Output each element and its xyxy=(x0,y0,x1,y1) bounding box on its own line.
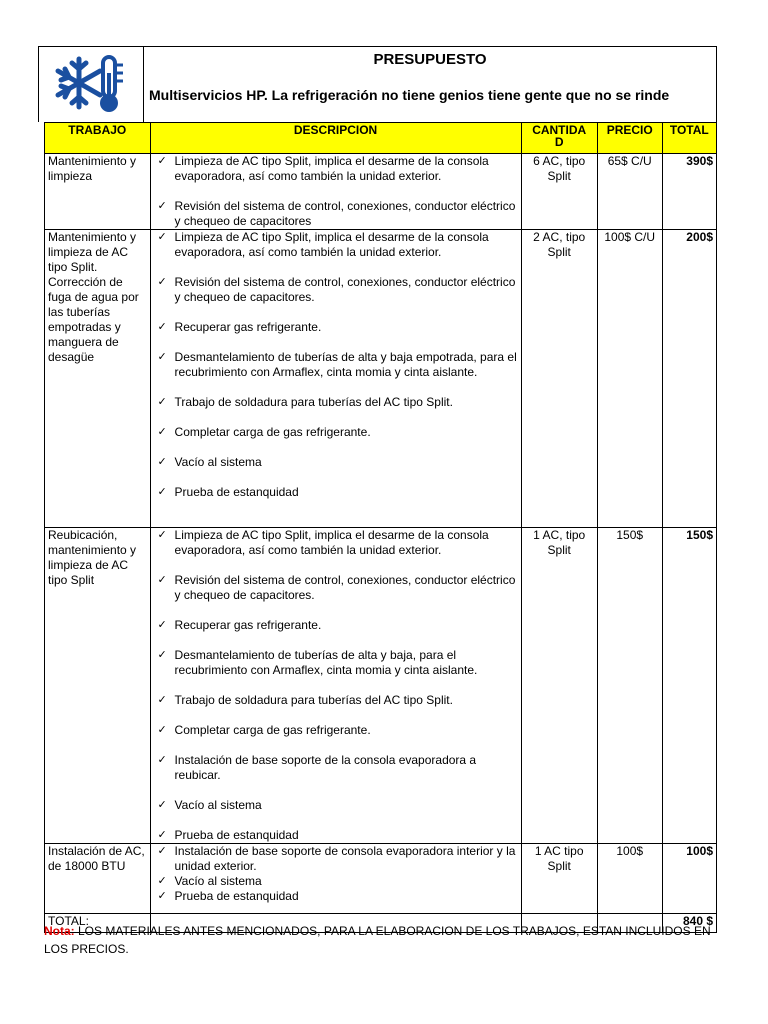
column-header-descripcion: DESCRIPCION xyxy=(150,123,521,154)
precio-cell: 100$ C/U xyxy=(597,230,662,528)
checkmark-icon: ✓ xyxy=(157,200,167,212)
task-item xyxy=(154,455,518,470)
table-row xyxy=(45,154,717,230)
task-item xyxy=(154,889,518,904)
checkmark-icon: ✓ xyxy=(157,486,167,498)
table-row xyxy=(45,844,717,914)
checkmark-icon: ✓ xyxy=(157,155,167,167)
task-item-text: Instalación de base soporte de consola evaporadora interior y la unidad exterior. xyxy=(174,844,516,873)
total-cell: 200$ xyxy=(662,230,716,528)
total-cell: 390$ xyxy=(662,154,716,230)
task-item xyxy=(154,350,518,380)
task-item-text: Completar carga de gas refrigerante. xyxy=(174,723,371,737)
checkmark-icon: ✓ xyxy=(157,890,167,902)
task-item xyxy=(154,230,518,260)
checkmark-icon: ✓ xyxy=(157,456,167,468)
task-item-text: Revisión del sistema de control, conexiones, conductor eléctrico y chequeo de capacitores xyxy=(174,199,516,228)
task-item-text: Revisión del sistema de control, conexiones, conductor eléctrico y chequeo de capacitores. xyxy=(174,275,516,304)
checkmark-icon: ✓ xyxy=(157,694,167,706)
table-row xyxy=(45,230,717,528)
note-label: Nota: xyxy=(44,924,75,938)
checkmark-icon: ✓ xyxy=(157,351,167,363)
total-cell: 100$ xyxy=(662,844,716,914)
column-header-cantidad-label: CANTIDA D xyxy=(532,123,587,149)
task-item-text: Trabajo de soldadura para tuberías del AC tipo Split. xyxy=(174,693,453,707)
checkmark-icon: ✓ xyxy=(157,649,167,661)
trabajo-cell: Mantenimiento y limpieza de AC tipo Split. Corrección de fuga de agua por las tuberías empotradas y manguera de desagüe xyxy=(45,230,151,528)
snowflake-thermometer-icon xyxy=(53,51,131,117)
cantidad-cell: 1 AC, tipo Split xyxy=(521,528,597,844)
checkmark-icon: ✓ xyxy=(157,799,167,811)
task-item-text: Limpieza de AC tipo Split, implica el desarme de la consola evaporadora, así como también la unidad exterior. xyxy=(174,154,489,183)
note-text: LOS MATERIALES ANTES MENCIONADOS, PARA LA ELABORACION DE LOS TRABAJOS, ESTAN INCLUIDOS EN LOS PRECIOS. xyxy=(44,924,711,956)
task-item-text: Vacío al sistema xyxy=(174,455,262,469)
descripcion-cell xyxy=(150,844,521,914)
precio-cell: 100$ xyxy=(597,844,662,914)
task-item-text: Prueba de estanquidad xyxy=(174,485,299,499)
task-item-text: Vacío al sistema xyxy=(174,874,262,888)
task-item xyxy=(154,425,518,440)
task-item xyxy=(154,753,518,783)
task-item-text: Completar carga de gas refrigerante. xyxy=(174,425,371,439)
task-item xyxy=(154,648,518,678)
title-cell xyxy=(144,46,717,122)
footnote xyxy=(44,922,724,958)
task-item-text: Desmantelamiento de tuberías de alta y baja, para el recubrimiento con Armaflex, cinta momia y cinta aislante. xyxy=(174,648,478,677)
task-item-text: Recuperar gas refrigerante. xyxy=(174,618,322,632)
task-item xyxy=(154,395,518,410)
precio-cell: 65$ C/U xyxy=(597,154,662,230)
checkmark-icon: ✓ xyxy=(157,574,167,586)
task-item-text: Trabajo de soldadura para tuberías del AC tipo Split. xyxy=(174,395,453,409)
task-list xyxy=(154,844,518,904)
task-item xyxy=(154,485,518,500)
column-header-precio: PRECIO xyxy=(597,123,662,154)
task-item-text: Instalación de base soporte de la consola evaporadora a reubicar. xyxy=(174,753,477,782)
trabajo-cell: Mantenimiento y limpieza xyxy=(45,154,151,230)
company-slogan: Multiservicios HP. La refrigeración no tiene genios tiene gente que no se rinde xyxy=(149,87,670,103)
task-item xyxy=(154,154,518,184)
descripcion-cell xyxy=(150,154,521,230)
cantidad-cell: 1 AC tipo Split xyxy=(521,844,597,914)
task-item-text: Revisión del sistema de control, conexiones, conductor eléctrico y chequeo de capacitores. xyxy=(174,573,516,602)
task-list xyxy=(154,230,518,500)
task-item xyxy=(154,618,518,633)
checkmark-icon: ✓ xyxy=(157,875,167,887)
task-item-text: Recuperar gas refrigerante. xyxy=(174,320,322,334)
task-item xyxy=(154,693,518,708)
total-label: TOTAL: xyxy=(45,914,151,933)
precio-cell: 150$ xyxy=(597,528,662,844)
cantidad-cell: 2 AC, tipo Split xyxy=(521,230,597,528)
table-row xyxy=(45,528,717,844)
task-item xyxy=(154,320,518,335)
checkmark-icon: ✓ xyxy=(157,231,167,243)
checkmark-icon: ✓ xyxy=(157,321,167,333)
trabajo-cell: Reubicación, mantenimiento y limpieza de AC tipo Split xyxy=(45,528,151,844)
task-item xyxy=(154,828,518,843)
task-item xyxy=(154,798,518,813)
task-item xyxy=(154,874,518,889)
document-title: PRESUPUESTO xyxy=(373,51,487,68)
task-item xyxy=(154,723,518,738)
checkmark-icon: ✓ xyxy=(157,426,167,438)
task-list xyxy=(154,528,518,843)
descripcion-cell xyxy=(150,230,521,528)
cantidad-cell: 6 AC, tipo Split xyxy=(521,154,597,230)
task-item-text: Prueba de estanquidad xyxy=(174,889,299,903)
column-header-cantidad xyxy=(521,123,597,154)
checkmark-icon: ✓ xyxy=(157,829,167,841)
document-header xyxy=(38,46,717,122)
checkmark-icon: ✓ xyxy=(157,529,167,541)
descripcion-cell xyxy=(150,528,521,844)
task-item xyxy=(154,844,518,874)
task-item xyxy=(154,275,518,305)
trabajo-cell: Instalación de AC, de 18000 BTU xyxy=(45,844,151,914)
task-item-text: Limpieza de AC tipo Split, implica el desarme de la consola evaporadora, así como también la unidad exterior. xyxy=(174,528,489,557)
column-header-total: TOTAL xyxy=(662,123,716,154)
task-item xyxy=(154,528,518,558)
task-item-text: Limpieza de AC tipo Split, implica el desarme de la consola evaporadora, así como también la unidad exterior. xyxy=(174,230,489,259)
task-list xyxy=(154,154,518,229)
checkmark-icon: ✓ xyxy=(157,724,167,736)
task-item xyxy=(154,573,518,603)
logo-cell xyxy=(38,46,144,122)
checkmark-icon: ✓ xyxy=(157,754,167,766)
checkmark-icon: ✓ xyxy=(157,845,167,857)
table-header-row xyxy=(45,123,717,154)
task-item xyxy=(154,199,518,229)
task-item-text: Desmantelamiento de tuberías de alta y baja empotrada, para el recubrimiento con Armaflex, cinta momia y cinta aislante. xyxy=(174,350,517,379)
total-cell: 150$ xyxy=(662,528,716,844)
checkmark-icon: ✓ xyxy=(157,396,167,408)
task-item-text: Vacío al sistema xyxy=(174,798,262,812)
grand-total-value: 840 $ xyxy=(662,914,716,933)
checkmark-icon: ✓ xyxy=(157,619,167,631)
task-item-text: Prueba de estanquidad xyxy=(174,828,299,842)
checkmark-icon: ✓ xyxy=(157,276,167,288)
quote-table xyxy=(44,122,717,933)
column-header-trabajo: TRABAJO xyxy=(45,123,151,154)
